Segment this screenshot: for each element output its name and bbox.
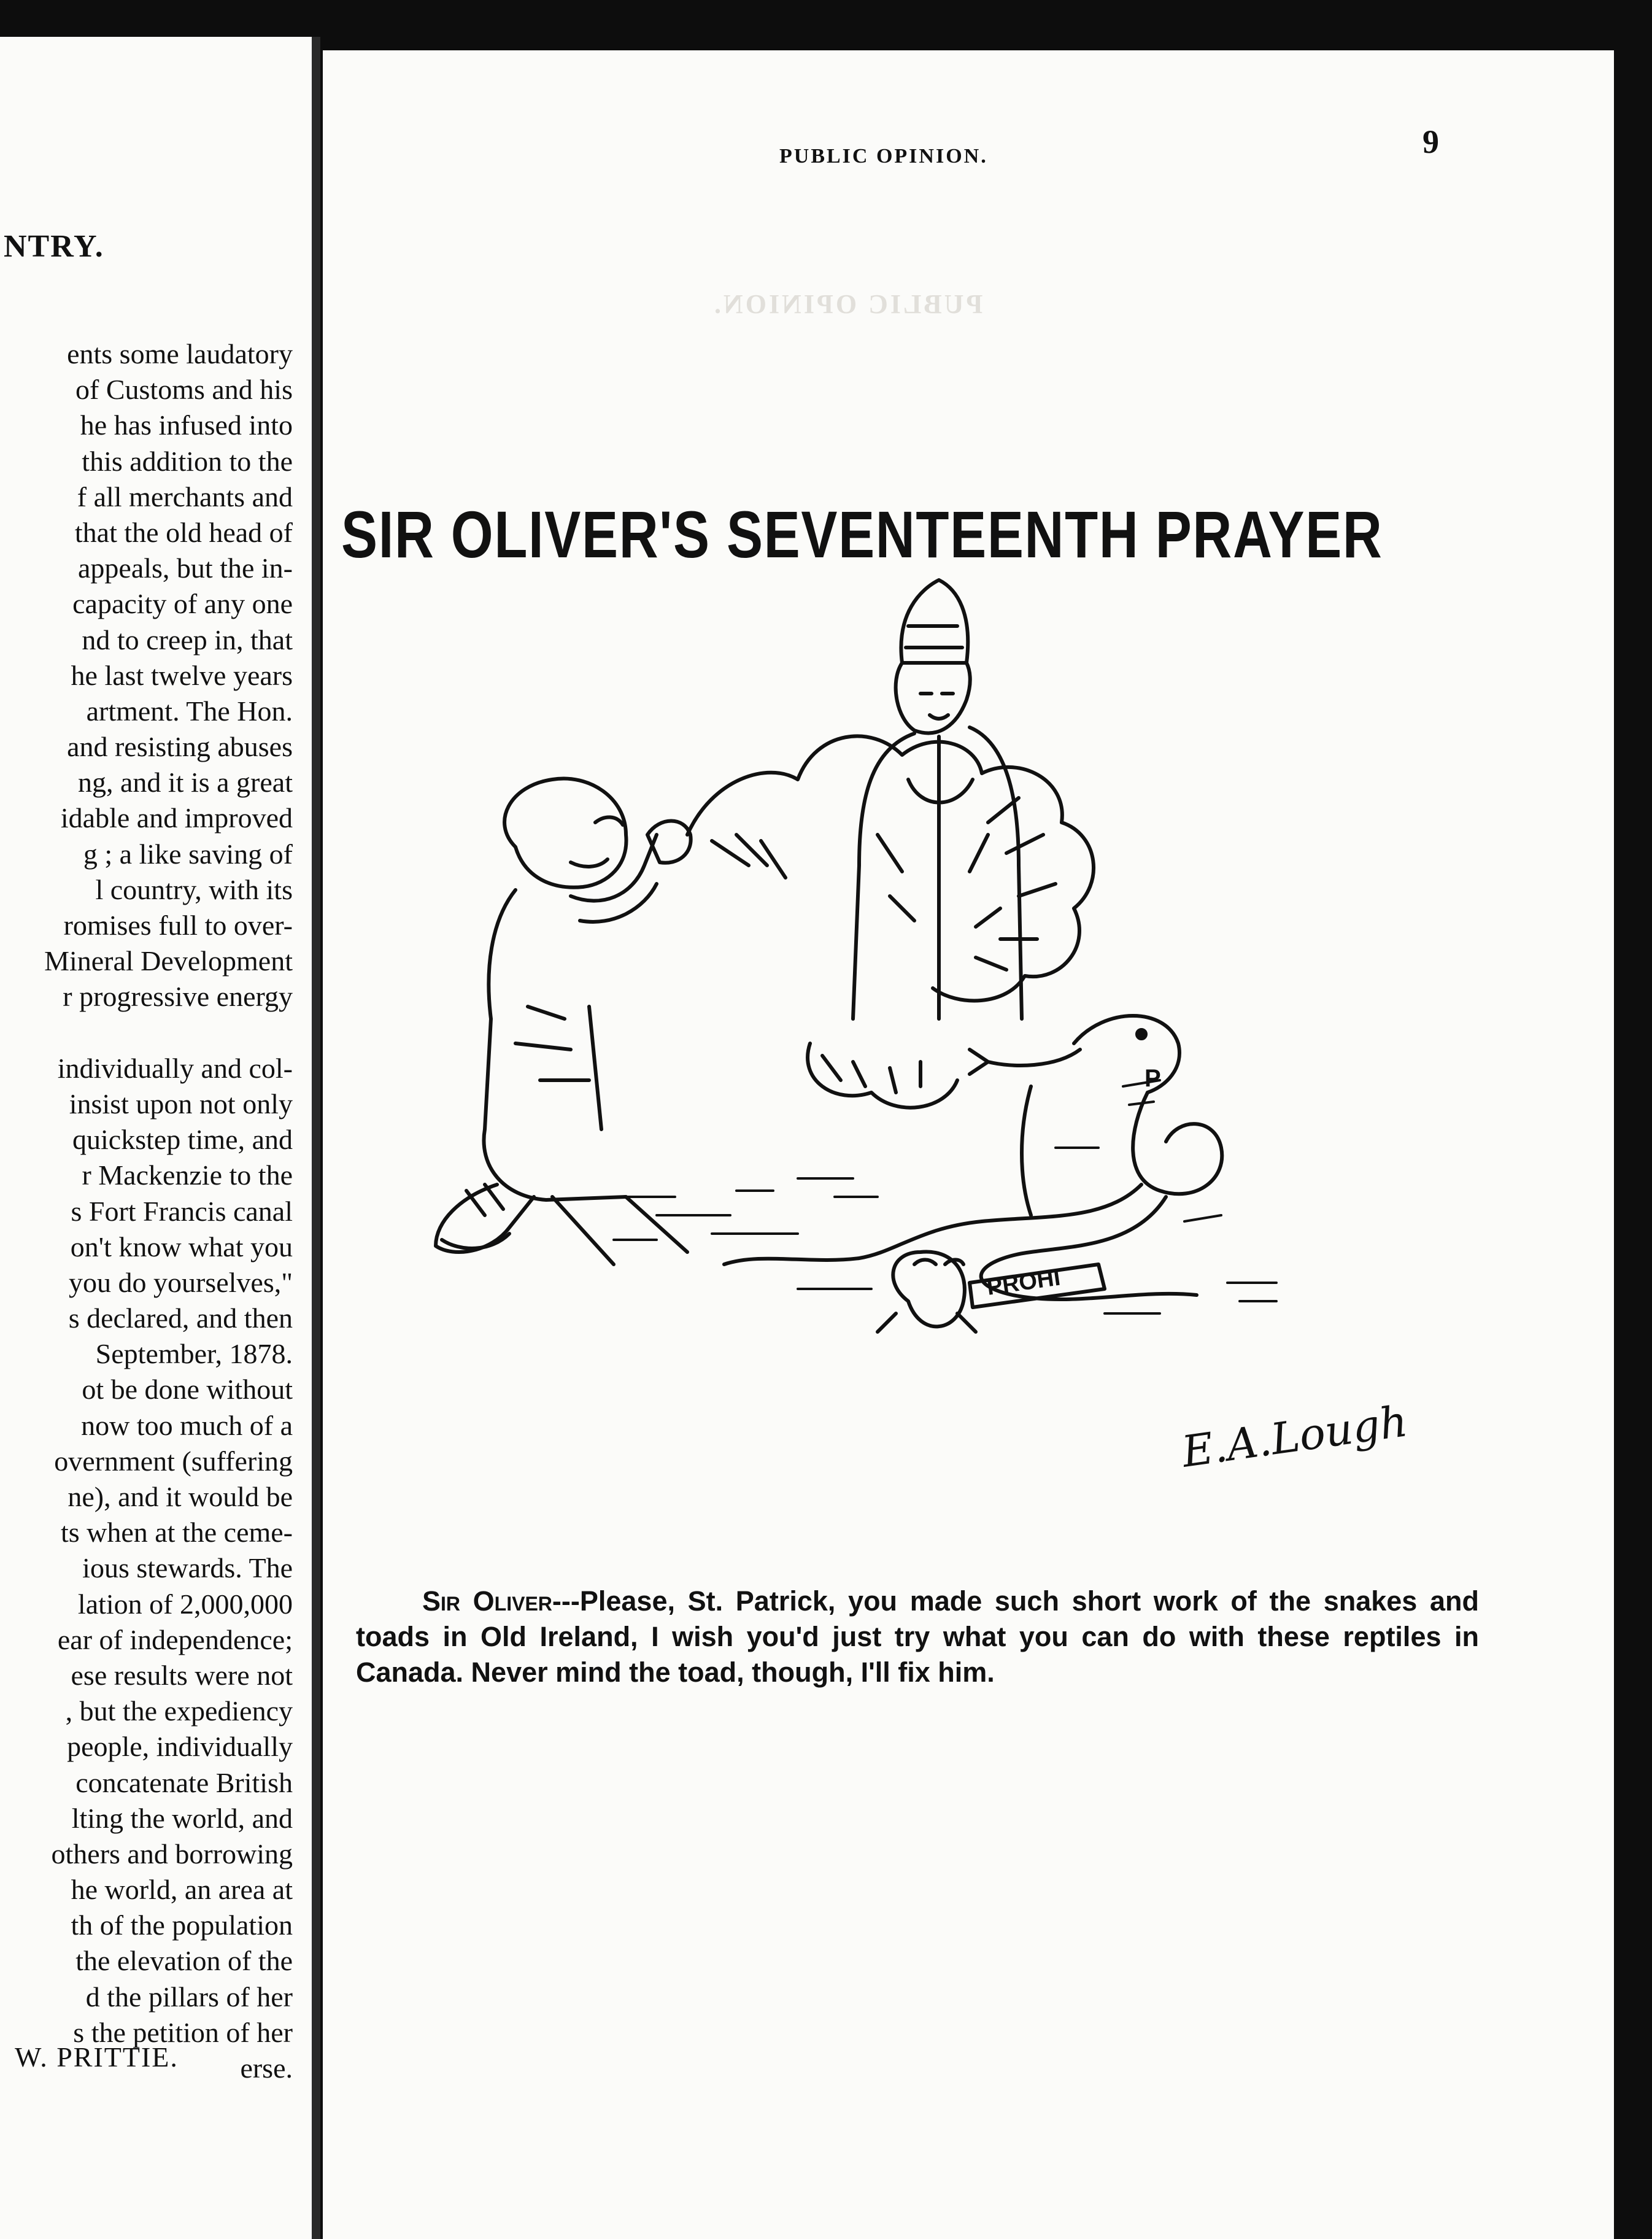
left-column-line: appeals, but the in- — [77, 552, 293, 584]
left-column-line: he last twelve years — [71, 659, 293, 691]
sir-oliver-figure — [436, 778, 691, 1264]
left-column-line: nd to creep in, that — [82, 624, 293, 655]
left-column-line: ear of independence; — [57, 1623, 293, 1655]
snake — [724, 1016, 1222, 1299]
left-column-line: and resisting abuses — [67, 731, 293, 763]
left-column-heading: NTRY. — [4, 229, 104, 264]
saint-patrick-figure — [853, 580, 1022, 1019]
left-column-line: others and borrowing — [51, 1838, 293, 1870]
left-column-line: ts when at the ceme- — [60, 1517, 293, 1549]
cartoon-illustration — [368, 577, 1473, 1590]
left-column-line: lation of 2,000,000 — [77, 1588, 293, 1620]
left-column-line: ne), and it would be — [68, 1481, 293, 1512]
show-through: PUBLIC OPINION. — [712, 289, 983, 319]
left-column-line: s the petition of her — [73, 2016, 293, 2048]
caption-speaker: Sir Oliver — [422, 1585, 552, 1617]
ground-hatching — [614, 1080, 1276, 1313]
snake-label: P — [1144, 1065, 1161, 1092]
left-column-line — [0, 1015, 310, 1051]
left-column-line: of Customs and his — [75, 374, 293, 406]
left-column-line: s Fort Francis canal — [71, 1195, 293, 1227]
left-column-line: ious stewards. The — [82, 1552, 293, 1584]
left-column-line: s declared, and then — [68, 1302, 293, 1334]
left-column-line: r Mackenzie to the — [82, 1159, 293, 1191]
left-column-line: ng, and it is a great — [77, 767, 293, 799]
left-column-line: that the old head of — [74, 516, 293, 548]
left-column-line: now too much of a — [81, 1409, 293, 1441]
left-column-line: he world, an area at — [71, 1874, 293, 1906]
left-column-line: Mineral Development — [44, 945, 293, 977]
left-column-line: , but the expediency — [65, 1695, 293, 1727]
left-column-line: capacity of any one — [72, 588, 293, 620]
left-column-line: f all merchants and — [77, 481, 293, 512]
left-column-line: September, 1878. — [95, 1338, 293, 1370]
left-column-text — [0, 336, 310, 2086]
artist-signature: E.A.Lough — [1178, 1396, 1411, 1477]
left-column-line: quickstep time, and — [72, 1124, 293, 1156]
left-column-line: ot be done without — [82, 1374, 293, 1406]
left-column-line: lting the world, and — [71, 1802, 293, 1834]
left-column-line: the elevation of the — [75, 1945, 293, 1977]
left-column-line: insist upon not only — [69, 1088, 293, 1120]
left-column-line: this addition to the — [82, 445, 293, 477]
cartoon-title: SIR OLIVER'S SEVENTEENTH PRAYER — [341, 497, 1383, 571]
left-column-line: you do yourselves," — [68, 1266, 293, 1298]
left-column-line: concatenate British — [75, 1766, 293, 1798]
left-column-line: g ; a like saving of — [83, 838, 293, 870]
left-column-line: on't know what you — [70, 1231, 293, 1263]
left-column-line: d the pillars of her — [85, 1981, 293, 2013]
left-column-line: erse. — [240, 2052, 293, 2084]
toad-label: PROHI — [985, 1264, 1062, 1301]
left-column-line: ents some laudatory — [67, 338, 293, 369]
left-column-line: he has infused into — [80, 409, 293, 441]
caption-text: ---Please, St. Patrick, you made such short work of the snakes and toads in Old Ireland, I wish you'd just try what you can do with these reptiles in Canada. Never mind the toad, though, I'll fix him. — [356, 1585, 1479, 1688]
running-head: PUBLIC OPINION. — [779, 145, 988, 168]
left-column-line: people, individually — [67, 1731, 293, 1763]
left-column-line: th of the population — [71, 1909, 293, 1941]
left-column-line: l country, with its — [95, 873, 293, 905]
cartoon-caption — [356, 1584, 1479, 1690]
page-number: 9 — [1422, 123, 1439, 160]
left-column-line: r progressive energy — [63, 981, 293, 1013]
left-column-line: idable and improved — [60, 802, 293, 834]
left-column-line: ese results were not — [71, 1659, 293, 1691]
cloud — [687, 736, 1094, 1107]
left-column-signature: W. PRITTIE. — [15, 2041, 179, 2073]
left-column-line: romises full to over- — [63, 910, 293, 941]
left-column-line: individually and col- — [57, 1052, 293, 1084]
left-column-line: artment. The Hon. — [86, 695, 293, 727]
gutter — [312, 37, 320, 2239]
left-column-line: overnment (suffering — [54, 1445, 293, 1477]
